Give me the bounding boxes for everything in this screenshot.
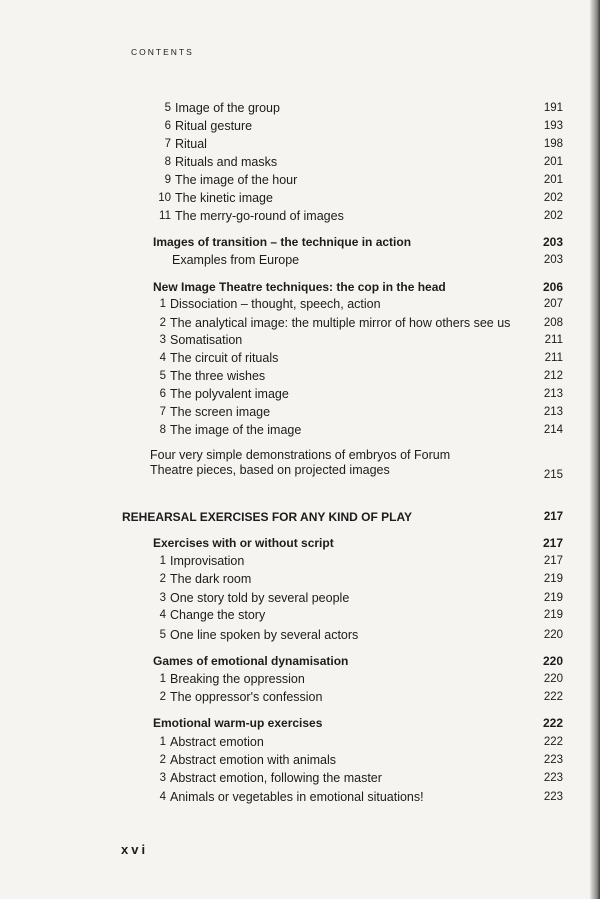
entry-title: The oppressor's confession	[170, 690, 323, 704]
entry-title: Improvisation	[170, 554, 245, 568]
entry-title: Dissociation – thought, speech, action	[170, 297, 381, 311]
entry-page-number: 202	[543, 210, 563, 222]
entry-number: 4	[159, 791, 166, 803]
entry-page-number: 217	[543, 511, 563, 523]
entry-title: New Image Theatre techniques: the cop in the head	[153, 280, 446, 294]
toc-entry	[0, 278, 600, 296]
entry-number: 3	[159, 334, 166, 346]
entry-number: 8	[159, 424, 166, 436]
toc-entry	[0, 251, 600, 269]
entry-number: 2	[159, 317, 166, 329]
entry-page-number: 214	[543, 424, 563, 436]
entry-title: The analytical image: the multiple mirror of how others see us	[170, 316, 511, 330]
entry-title: Ritual gesture	[175, 119, 253, 133]
entry-title: The image of the hour	[175, 173, 298, 187]
entry-title: Images of transition – the technique in action	[153, 235, 412, 249]
entry-number: 3	[159, 772, 166, 784]
entry-page-number: 203	[542, 235, 563, 249]
entry-page-number: 217	[542, 536, 563, 550]
entry-number: 4	[159, 609, 166, 621]
entry-page-number: 223	[543, 772, 563, 784]
toc-entry	[0, 117, 600, 135]
toc-entry	[0, 421, 600, 439]
toc-entry	[0, 135, 600, 153]
entry-number: 10	[158, 192, 171, 204]
toc-entry	[0, 751, 600, 769]
entry-number: 6	[164, 120, 171, 132]
entry-page-number: 201	[543, 156, 563, 168]
toc-entry	[0, 189, 600, 207]
entry-page-number: 201	[543, 174, 563, 186]
entry-page-number: 215	[543, 469, 563, 481]
entry-page-number: 211	[544, 352, 563, 364]
entry-title: Exercises with or without script	[153, 536, 334, 550]
entry-number: 3	[159, 592, 166, 604]
entry-page-number: 212	[543, 370, 563, 382]
entry-number: 7	[164, 138, 171, 150]
entry-title: Abstract emotion with animals	[170, 753, 337, 767]
toc-entry	[0, 714, 600, 732]
entry-title: The three wishes	[170, 369, 266, 383]
entry-title: REHEARSAL EXERCISES FOR ANY KIND OF PLAY	[122, 510, 413, 524]
toc-entry	[0, 331, 600, 349]
entry-page-number: 208	[543, 317, 563, 329]
toc-entry	[0, 769, 600, 787]
entry-title: One line spoken by several actors	[170, 628, 359, 642]
entry-title: Examples from Europe	[172, 253, 300, 267]
toc-entry	[0, 670, 600, 688]
running-head: CONTENTS	[131, 47, 194, 57]
entry-title: Abstract emotion, following the master	[170, 771, 382, 785]
toc-entry	[0, 534, 600, 552]
entry-title: The kinetic image	[175, 191, 273, 205]
entry-number: 4	[159, 352, 166, 364]
toc-entry	[0, 552, 600, 570]
toc-entry	[0, 207, 600, 225]
entry-page-number: 220	[543, 629, 563, 641]
toc-entry	[0, 788, 600, 806]
entry-page-number: 219	[543, 609, 563, 621]
entry-page-number: 206	[542, 280, 563, 294]
entry-title: The merry-go-round of images	[175, 209, 344, 223]
entry-title: Breaking the oppression	[170, 672, 305, 686]
entry-number: 6	[159, 388, 166, 400]
entry-number: 1	[159, 555, 166, 567]
entry-title: Somatisation	[170, 333, 243, 347]
entry-title: The screen image	[170, 405, 271, 419]
entry-title: The circuit of rituals	[170, 351, 279, 365]
entry-page-number: 220	[543, 673, 563, 685]
entry-page-number: 219	[543, 592, 563, 604]
entry-page-number: 211	[544, 334, 563, 346]
toc-entry	[0, 403, 600, 421]
entry-number: 5	[159, 370, 166, 382]
toc-entry	[0, 233, 600, 251]
entry-page-number: 223	[543, 754, 563, 766]
entry-page-number: 217	[543, 555, 563, 567]
entry-number: 5	[159, 629, 166, 641]
toc-entry	[0, 570, 600, 588]
toc-entry	[0, 99, 600, 117]
entry-number: 7	[159, 406, 166, 418]
toc-entry	[0, 153, 600, 171]
entry-number: 1	[159, 673, 166, 685]
entry-number: 9	[164, 174, 171, 186]
entry-page-number: 191	[543, 102, 563, 114]
toc-entry	[0, 295, 600, 313]
entry-title: Emotional warm-up exercises	[153, 716, 323, 730]
toc-entry	[0, 688, 600, 706]
entry-number: 11	[159, 210, 171, 222]
toc-entry	[0, 314, 600, 332]
entry-number: 8	[164, 156, 171, 168]
entry-title: Animals or vegetables in emotional situations!	[170, 790, 424, 804]
toc-entry	[0, 733, 600, 751]
toc-entry	[0, 508, 600, 526]
entry-title: One story told by several people	[170, 591, 350, 605]
toc-entry	[0, 606, 600, 624]
entry-title: The dark room	[170, 572, 252, 586]
entry-title: The polyvalent image	[170, 387, 289, 401]
entry-title: The image of the image	[170, 423, 302, 437]
entry-page-number: 220	[542, 654, 563, 668]
entry-title: Image of the group	[175, 101, 280, 115]
entry-number: 2	[159, 691, 166, 703]
entry-page-number: 223	[543, 791, 563, 803]
entry-page-number: 213	[543, 388, 563, 400]
entry-page-number: 213	[543, 406, 563, 418]
entry-page-number: 193	[543, 120, 563, 132]
entry-page-number: 203	[543, 254, 563, 266]
toc-entry	[0, 652, 600, 670]
entry-number: 1	[159, 298, 166, 310]
entry-page-number: 207	[543, 298, 563, 310]
entry-page-number: 222	[543, 691, 563, 703]
entry-title: Abstract emotion	[170, 735, 264, 749]
entry-title: Games of emotional dynamisation	[153, 654, 349, 668]
toc-entry	[0, 385, 600, 403]
entry-number: 1	[159, 736, 166, 748]
entry-page-number: 219	[543, 573, 563, 585]
toc-entry	[0, 448, 600, 481]
entry-page-number: 222	[543, 736, 563, 748]
entry-number: 2	[159, 573, 166, 585]
entry-number: 2	[159, 754, 166, 766]
toc-entry	[0, 626, 600, 644]
entry-page-number: 198	[543, 138, 563, 150]
entry-title: Four very simple demonstrations of embryos of Forum Theatre pieces, based on projected images	[150, 448, 451, 477]
entry-title: Change the story	[170, 608, 266, 622]
toc-entry	[0, 171, 600, 189]
entry-page-number: 202	[543, 192, 563, 204]
toc-entry	[0, 589, 600, 607]
entry-title: Ritual	[175, 137, 207, 151]
entry-page-number: 222	[542, 716, 563, 730]
toc-entry	[0, 367, 600, 385]
entry-title: Rituals and masks	[175, 155, 278, 169]
page-number-folio: xvi	[121, 842, 149, 857]
entry-number: 5	[164, 102, 171, 114]
toc-entry	[0, 349, 600, 367]
